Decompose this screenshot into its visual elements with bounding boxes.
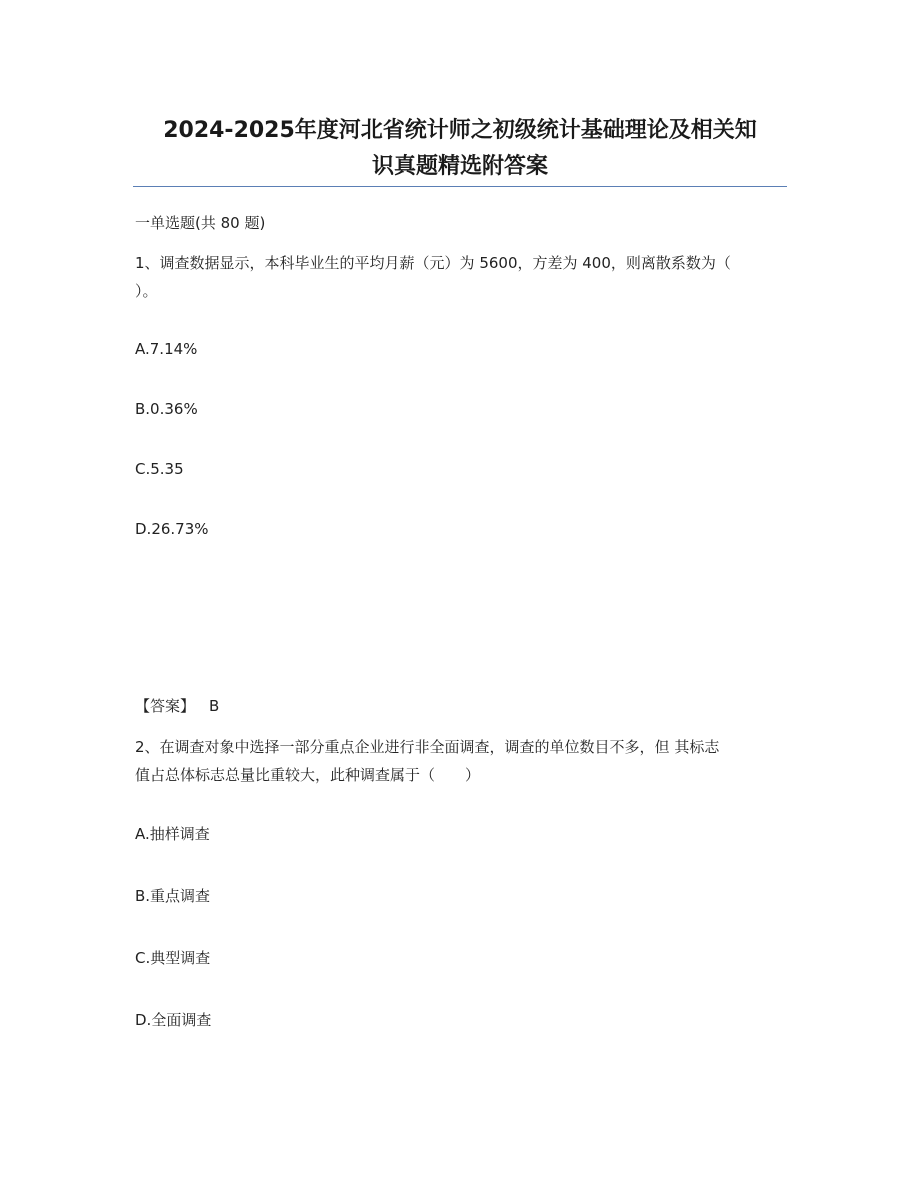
section-label: 一单选题(共 80 题) [135,214,266,232]
title-line-2: 识真题精选附答案 [371,154,548,179]
question-1-line-2: ）。 [135,282,158,300]
question-1-answer [135,694,219,718]
question-1-line-1: 1、调查数据显示，本科毕业生的平均月薪（元）为 5600，方差为 400，则离散系数为（ [135,254,731,272]
question-1-option-d: D.26.73% [135,520,209,538]
question-2-line-1: 2、在调查对象中选择一部分重点企业进行非全面调查，调查的单位数目不多，但 其标志 [135,738,720,756]
question-1-option-c: C.5.35 [135,460,184,478]
question-2-option-c: C.典型调查 [135,949,211,967]
question-2-text [135,733,785,789]
question-2-option-a: A.抽样调查 [135,825,210,843]
question-2-line-2: 值占总体标志总量比重较大，此种调查属于（ ） [135,766,481,784]
question-1-text [135,249,785,305]
question-2-option-d: D.全面调查 [135,1011,212,1029]
answer-label: 【答案】 [135,697,196,715]
question-2-option-b: B.重点调查 [135,887,211,905]
question-1-option-a: A.7.14% [135,340,198,358]
title-divider [133,186,787,187]
answer-value: B [209,697,220,715]
question-1-option-b: B.0.36% [135,400,198,418]
title-line-1: 2024-2025年度河北省统计师之初级统计基础理论及相关知 [163,118,757,143]
document-title [133,113,787,185]
